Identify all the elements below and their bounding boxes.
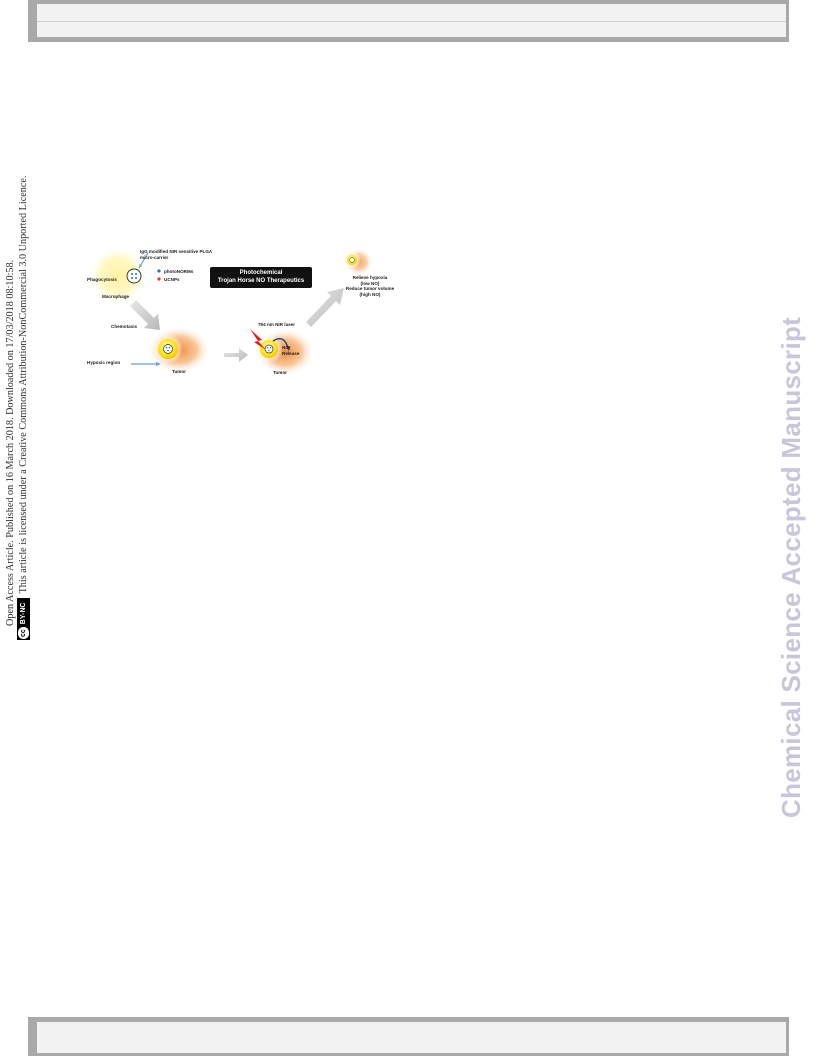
carrier-label: IgG modified NIR sensitive PLGA micro-carrier: [140, 249, 213, 260]
outcome-line-1: Relieve hypoxia: [352, 275, 388, 280]
open-access-line: Open Access Article. Published on 16 March 2018. Downloaded on 17/03/2018 08:10:58.: [5, 259, 16, 626]
outcome-line-2: (low NO): [360, 280, 380, 286]
footer-inner: [37, 1022, 786, 1053]
header-rule: [37, 21, 786, 22]
outcome-line-3: Reduce tumor volume: [345, 286, 395, 292]
laser-label: 794 nm NIR laser: [258, 322, 296, 327]
licence-line[interactable]: This article is licensed under a Creative Commons Attribution-NonCommercial 3.0 Unported Licence.: [18, 175, 29, 594]
macrophage-label: Macrophage: [102, 294, 130, 299]
page-footer-bar: [28, 1017, 789, 1056]
cc-icon: cc: [20, 629, 27, 637]
photonorms-dot: [157, 269, 160, 272]
banner-line-1: Photochemical: [239, 270, 283, 276]
page-header-bar: [28, 0, 789, 42]
graphical-abstract: [76, 238, 406, 394]
tumor-left-label: Tumor: [172, 369, 186, 374]
hypoxic-region-label: Hypoxic region: [87, 360, 121, 365]
ucnps-dot: [157, 277, 160, 280]
accepted-manuscript-watermark: Chemical Science Accepted Manuscript: [776, 316, 806, 818]
by-nc-label: BY-NC: [20, 602, 27, 625]
outcome-line-4: (high NO): [359, 291, 381, 297]
progress-arrow-middle: [224, 348, 248, 362]
legend-photonorms: photoNORMs: [164, 269, 194, 274]
open-access-notice: [4, 110, 44, 640]
no-release-label: NO Release: [282, 345, 300, 356]
cc-license-badge[interactable]: [17, 598, 30, 640]
banner-line-2: Trojan Horse NO Therapeutics: [217, 278, 305, 284]
legend-ucnps: UCNPs: [164, 277, 180, 282]
outcome-text: [338, 275, 402, 297]
chemotaxis-label: Chemotaxis: [111, 324, 138, 329]
micro-carrier-particle: [127, 269, 141, 283]
figure-artwork: [76, 238, 406, 394]
phagocytosis-label: Phagocytosis: [87, 277, 117, 282]
tumor-right-label: Tumor: [273, 370, 287, 375]
title-banner: [210, 267, 312, 288]
